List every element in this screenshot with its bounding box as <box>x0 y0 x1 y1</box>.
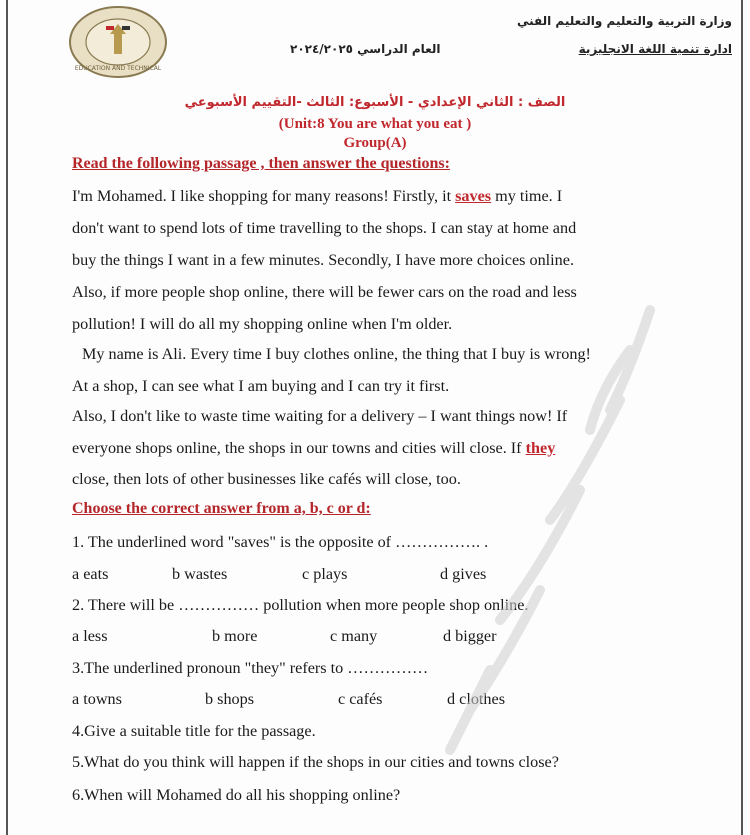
questions-instruction: Choose the correct answer from a, b, c or d: <box>72 500 371 517</box>
q2-option-c[interactable]: c many <box>330 627 378 645</box>
underlined-pronoun-they: they <box>525 439 556 457</box>
q3-option-b[interactable]: b shops <box>205 690 255 708</box>
department-name: ادارة تنمية اللغة الانجليزية <box>578 42 732 56</box>
passage-line-4: Also, if more people shop online, there will be fewer cars on the road and less <box>72 283 577 301</box>
passage-text: I'm Mohamed. I like shopping for many reasons! Firstly, it <box>72 187 456 205</box>
passage-line-3: buy the things I want in a few minutes. Secondly, I have more choices online. <box>72 251 574 269</box>
passage-line-7: At a shop, I can see what I am buying and I can try it first. <box>72 377 450 395</box>
question-5: 5.What do you think will happen if the shops in our cities and towns close? <box>72 753 559 771</box>
question-2: 2. There will be …………… pollution when more people shop online. <box>72 596 529 614</box>
passage-text: everyone shops online, the shops in our towns and cities will close. If <box>72 439 526 457</box>
ministry-name: وزارة التربية والتعليم والتعليم الفني <box>516 14 732 28</box>
group-label: Group(A) <box>343 135 407 151</box>
q1-option-a[interactable]: a eats <box>72 565 109 583</box>
q2-option-a[interactable]: a less <box>72 627 108 645</box>
ministry-seal-logo <box>66 4 170 80</box>
reading-instruction: Read the following passage , then answer the questions: <box>72 155 450 172</box>
question-6: 6.When will Mohamed do all his shopping online? <box>72 786 401 804</box>
passage-line-5: pollution! I will do all my shopping online when I'm older. <box>72 315 453 333</box>
underlined-word-saves: saves <box>455 187 492 205</box>
passage-line-2: don't want to spend lots of time travelling to the shops. I can stay at home and <box>72 219 577 237</box>
passage-line-10: close, then lots of other businesses like cafés will close, too. <box>72 470 461 488</box>
passage-line-1 <box>72 187 562 206</box>
q3-option-c[interactable]: c cafés <box>338 690 383 708</box>
svg-text:EDUCATION AND TECHNICAL: EDUCATION AND TECHNICAL <box>74 65 162 72</box>
academic-year: العام الدراسي ٢٠٢٤/٢٠٢٥ <box>290 42 441 56</box>
q1-option-c[interactable]: c plays <box>302 565 348 583</box>
q2-option-b[interactable]: b more <box>212 627 258 645</box>
grade-week-heading: الصف : الثاني الإعدادي - الأسبوع: الثالث -التقييم الأسبوعي <box>184 95 566 110</box>
question-4: 4.Give a suitable title for the passage. <box>72 722 316 740</box>
question-3: 3.The underlined pronoun "they" refers to …………… <box>72 659 429 677</box>
q3-option-a[interactable]: a towns <box>72 690 122 708</box>
passage-line-6: My name is Ali. Every time I buy clothes online, the thing that I buy is wrong! <box>82 345 591 363</box>
q3-option-d[interactable]: d clothes <box>447 690 505 708</box>
question-1: 1. The underlined word "saves" is the opposite of ……………. . <box>72 533 489 551</box>
passage-text: my time. I <box>491 187 563 205</box>
passage-line-9 <box>72 439 555 458</box>
q1-option-b[interactable]: b wastes <box>172 565 228 583</box>
q2-option-d[interactable]: d bigger <box>443 627 497 645</box>
unit-title: (Unit:8 You are what you eat ) <box>278 116 472 132</box>
q1-option-d[interactable]: d gives <box>440 565 487 583</box>
passage-line-8: Also, I don't like to waste time waiting for a delivery – I want things now! If <box>72 407 568 425</box>
